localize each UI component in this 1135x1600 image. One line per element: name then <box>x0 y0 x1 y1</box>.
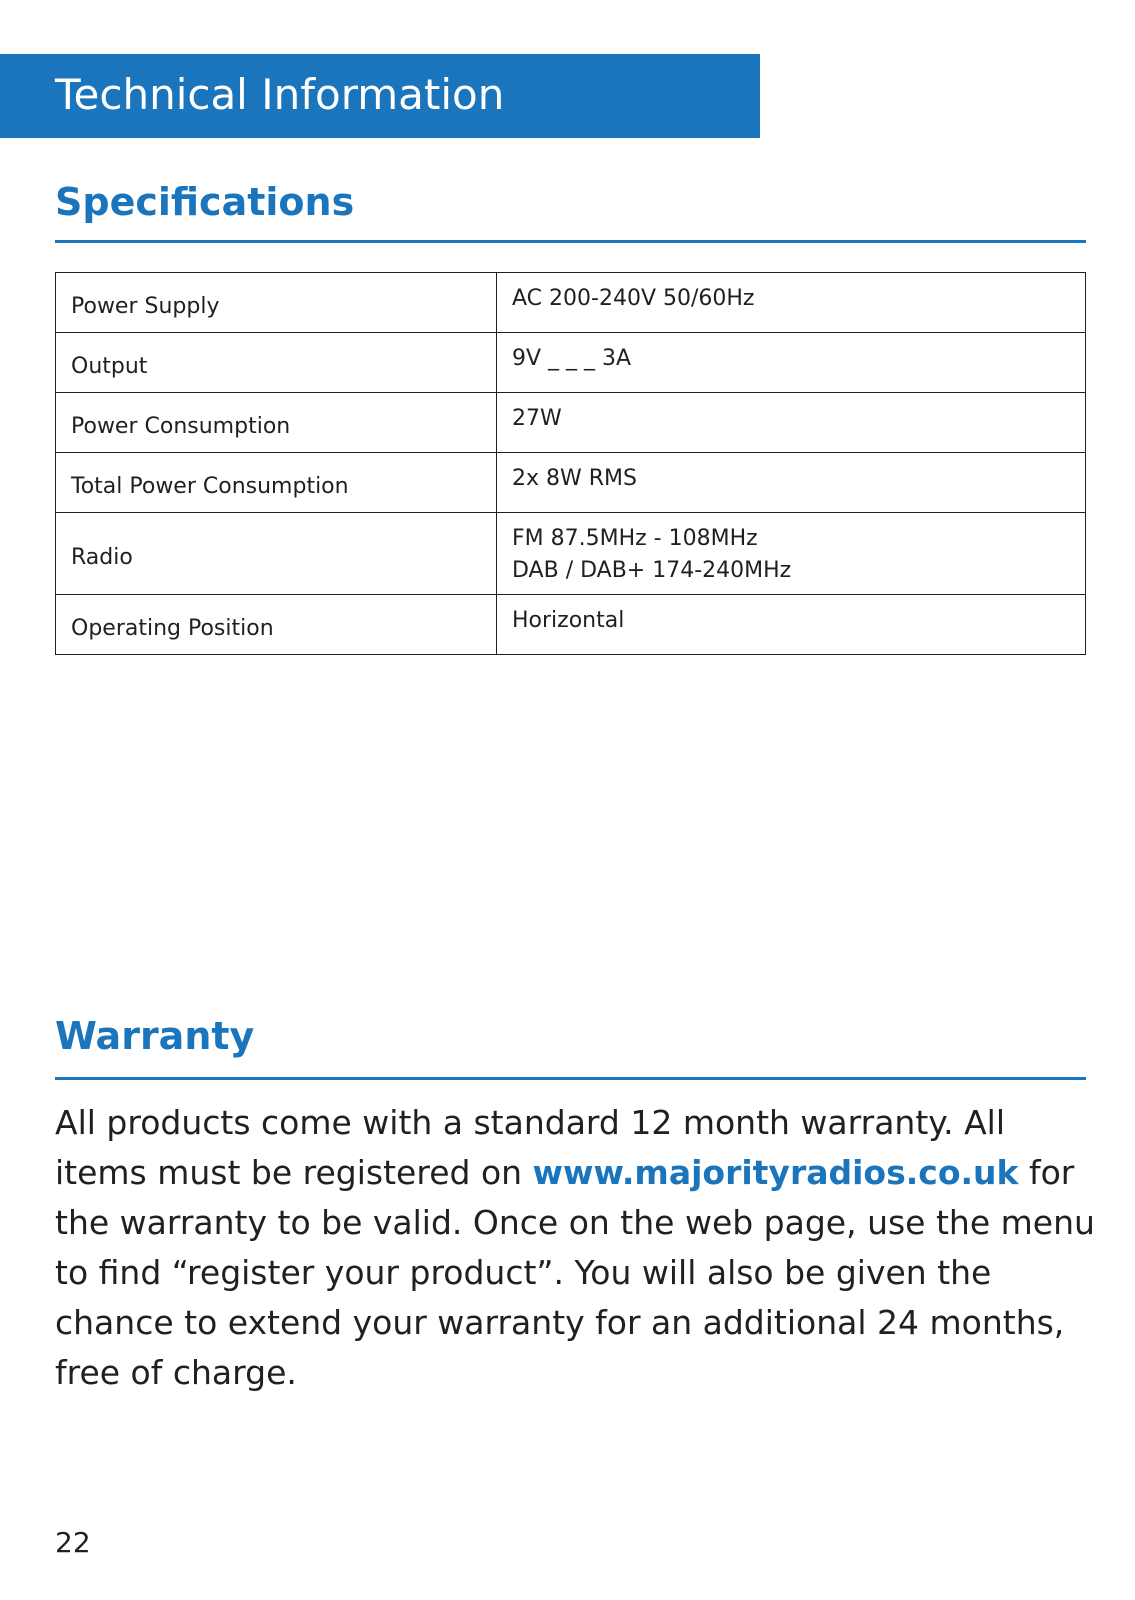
warranty-paragraph <box>55 1098 1095 1398</box>
spec-label: Operating Position <box>56 595 497 655</box>
warranty-website-link[interactable]: www.majorityradios.co.uk <box>532 1153 1019 1192</box>
spec-label: Power Consumption <box>56 393 497 453</box>
spec-label: Output <box>56 333 497 393</box>
table-row <box>56 393 1086 453</box>
warranty-rule <box>55 1077 1086 1080</box>
spec-value-line: 9V _ _ _ 3A <box>512 346 632 371</box>
spec-value <box>497 595 1086 655</box>
spec-value-line: AC 200-240V 50/60Hz <box>512 286 755 311</box>
page-number: 22 <box>55 1526 91 1559</box>
specifications-rule <box>55 240 1086 243</box>
specifications-heading: Specifications <box>55 180 355 224</box>
table-row <box>56 453 1086 513</box>
warranty-text-after: for the warranty to be valid. Once on the web page, use the menu to find “register your product”. You will also be given the chance to extend your warranty for an additional 24 months, free of charge. <box>55 1153 1095 1392</box>
header-banner <box>0 54 760 138</box>
spec-value-line: DAB / DAB+ 174-240MHz <box>512 558 792 583</box>
spec-value <box>497 393 1086 453</box>
spec-value <box>497 333 1086 393</box>
spec-label: Power Supply <box>56 273 497 333</box>
table-row <box>56 273 1086 333</box>
spec-value <box>497 273 1086 333</box>
spec-value-line: 2x 8W RMS <box>512 466 637 491</box>
spec-value-line: Horizontal <box>512 608 625 633</box>
spec-label: Radio <box>56 513 497 595</box>
table-row <box>56 513 1086 595</box>
specifications-table <box>55 272 1086 655</box>
spec-value-line: 27W <box>512 406 562 431</box>
spec-value <box>497 513 1086 595</box>
warranty-heading: Warranty <box>55 1014 255 1058</box>
page-title: Technical Information <box>55 70 505 119</box>
spec-value <box>497 453 1086 513</box>
spec-label: Total Power Consumption <box>56 453 497 513</box>
spec-value-line: FM 87.5MHz - 108MHz <box>512 526 758 551</box>
table-row <box>56 595 1086 655</box>
warranty-text-before: All products come with a standard 12 month warranty. All items must be registered on <box>55 1103 1005 1192</box>
table-row <box>56 333 1086 393</box>
